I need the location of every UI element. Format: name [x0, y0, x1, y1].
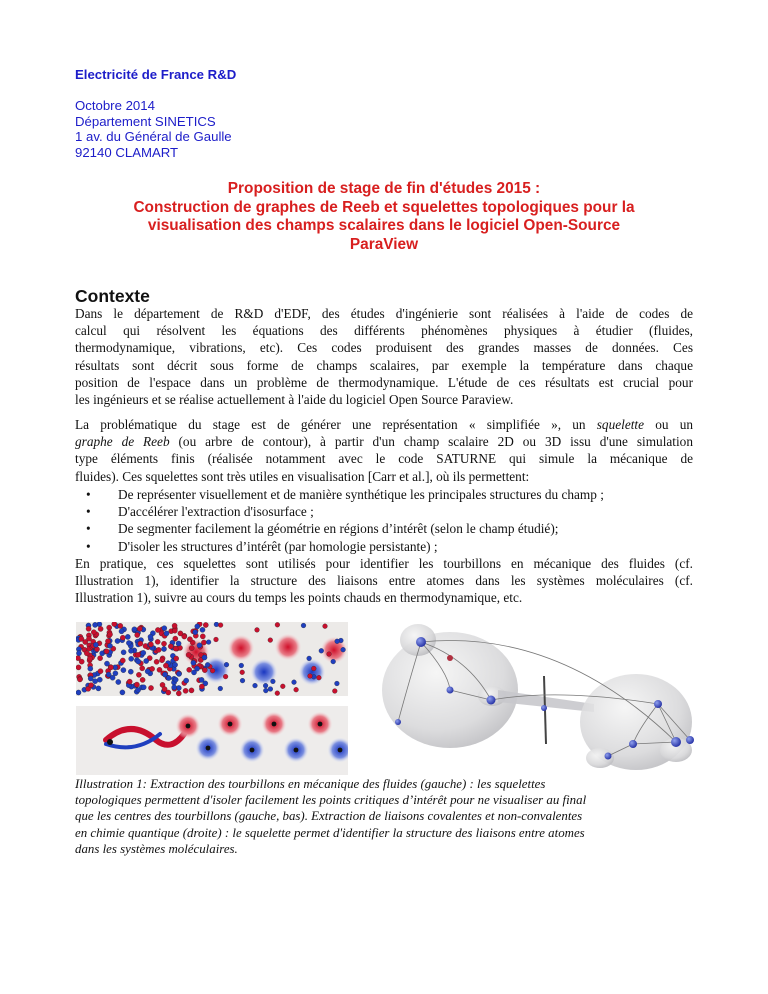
date-line: Octobre 2014 [75, 98, 155, 113]
particle-dot [140, 677, 145, 682]
particle-dot [129, 656, 134, 661]
list-item: • De représenter visuellement et de manière synthétique les principales structures du champ ; [86, 487, 604, 502]
particle-dot [137, 626, 142, 631]
particle-dot [223, 674, 228, 679]
particle-dot [121, 650, 126, 655]
particle-dot [174, 656, 179, 661]
particle-dot [107, 625, 112, 630]
particle-dot [327, 652, 332, 657]
particle-dot [157, 667, 162, 672]
particle-dot [98, 626, 103, 631]
particle-dot [107, 643, 112, 648]
particle-dot [183, 688, 188, 693]
particle-dot [134, 682, 139, 687]
particle-dot [317, 675, 322, 680]
particle-dot [76, 690, 81, 695]
particle-dot [148, 685, 153, 690]
particle-dot [341, 647, 346, 652]
vortex-panel-bottom [76, 706, 348, 775]
bullet-icon: • [86, 487, 91, 502]
critical-point-node [447, 655, 453, 661]
particle-dot [332, 689, 337, 694]
vortex-center-point [294, 748, 299, 753]
particle-dot [120, 658, 125, 663]
particle-dot [164, 631, 169, 636]
particle-dot [136, 659, 141, 664]
critical-point-node [487, 696, 496, 705]
particle-dot [275, 691, 280, 696]
text-line: graphe de Reeb (ou arbre de contour), à partir d'un champ scalaire 2D ou 3D issu d'une simulation [75, 434, 693, 450]
particle-dot [121, 668, 126, 673]
particle-dot [91, 630, 96, 635]
particle-dot [104, 649, 109, 654]
particle-dot [76, 656, 81, 661]
particle-dot [202, 655, 207, 660]
particle-dot [186, 652, 191, 657]
text-line: fluides). Ces squelettes sont très utiles en visualisation [Carr et al.], où ils permettent: [75, 468, 530, 484]
particle-dot [115, 638, 120, 643]
text-line: les ingénieurs et se réalise actuellement à l'aide du logiciel Open Source Paraview. [75, 391, 514, 407]
isosurface-left [382, 624, 518, 748]
critical-point-node [416, 637, 426, 647]
particle-dot [148, 634, 153, 639]
bullet-icon: • [86, 538, 91, 554]
particle-dot [173, 662, 178, 667]
particle-dot [311, 666, 316, 671]
particle-dot [280, 684, 285, 689]
vortex-panel-top [76, 622, 348, 696]
vortex-field-figure [76, 622, 348, 775]
caption-line: Illustration 1: Extraction des tourbillons en mécanique des fluides (gauche) : les squelettes [75, 777, 546, 791]
particle-dot [240, 678, 245, 683]
text-line: En pratique, ces squelettes sont utilisés pour identifier les tourbillons en mécanique des fluides (cf. [75, 556, 693, 571]
particle-dot [187, 637, 192, 642]
vortex-center-point [318, 722, 323, 727]
particle-dot [144, 658, 149, 663]
particle-dot [98, 656, 103, 661]
text-line: type éléments finis (réalisée notamment avec le code SATURNE qui simule la mécanique de [75, 451, 693, 467]
critical-point-node [629, 740, 637, 748]
critical-point-node [605, 753, 612, 760]
particle-dot [136, 672, 141, 677]
title-line: visualisation des champs scalaires dans le logiciel Open-Source [147, 217, 621, 235]
particle-dot [119, 629, 124, 634]
particle-dot [76, 665, 81, 670]
particle-dot [112, 622, 117, 627]
text-line: Illustration 1), identifier la structure des liaisons entre atomes dans les systèmes moléculaires (cf. [75, 573, 693, 589]
text-line: thermodynamique, vibrations, etc). Ces codes produisent des grandes masses de données. Ces [75, 340, 693, 356]
department-line: Département SINETICS [75, 113, 216, 129]
particle-dot [319, 648, 324, 653]
particle-dot [176, 641, 181, 646]
text-line: Dans le département de R&D d'EDF, des études d'ingénierie sont réalisées à l'aide de codes de [75, 306, 693, 321]
particle-dot [307, 656, 312, 661]
vortex-center-point [228, 722, 233, 727]
section-heading: Contexte [75, 286, 150, 306]
paragraph-problem [75, 416, 693, 485]
vortex-blob [298, 658, 326, 686]
text-line: calcul qui résolvent les équations des différents phénomènes physiques à étudier (fluides, [75, 323, 693, 339]
particle-dot [200, 634, 205, 639]
particle-dot [224, 662, 229, 667]
term-reeb: graphe de Reeb [75, 434, 170, 450]
particle-dot [88, 683, 93, 688]
particle-dot [240, 670, 245, 675]
particle-dot [132, 627, 137, 632]
address-block [75, 98, 232, 160]
particle-dot [253, 683, 258, 688]
particle-dot [148, 642, 153, 647]
particle-dot [135, 632, 140, 637]
list-item: • D'accélérer l'extraction d'isosurface ; [86, 504, 314, 520]
particle-dot [173, 636, 178, 641]
text-line: Illustration 1), suivre au cours du temps les points chauds en thermodynamique, etc. [75, 590, 523, 606]
vortex-center-point [206, 746, 211, 751]
particle-dot [125, 634, 130, 639]
particle-dot [173, 646, 178, 651]
particle-dot [176, 671, 181, 676]
particle-dot [210, 668, 215, 673]
list-item: • D'isoler les structures d’intérêt (par homologie persistante) ; [86, 538, 438, 554]
particle-dot [145, 669, 150, 674]
critical-point-node [541, 705, 547, 711]
particle-dot [214, 622, 219, 627]
particle-dot [79, 636, 84, 641]
bullet-icon: • [86, 504, 91, 520]
particle-dot [263, 683, 268, 688]
paragraph-context [75, 305, 693, 408]
particle-dot [271, 679, 276, 684]
particle-dot [239, 663, 244, 668]
vortex-center-point [107, 739, 113, 745]
particle-dot [335, 639, 340, 644]
particle-dot [136, 687, 141, 692]
particle-dot [162, 672, 167, 677]
caption-line: que les centres des tourbillons (gauche, bas). Extraction de liaisons covalentes et non-convalentes [75, 809, 583, 824]
particle-dot [275, 622, 280, 627]
particle-dot [107, 632, 112, 637]
particle-dot [155, 627, 160, 632]
document-title [60, 180, 708, 254]
particle-dot [162, 687, 167, 692]
particle-dot [172, 685, 177, 690]
particle-dot [331, 659, 336, 664]
particle-dot [120, 690, 125, 695]
vortex-center-point [272, 722, 277, 727]
particle-dot [197, 643, 202, 648]
particle-dot [191, 660, 196, 665]
particle-dot [161, 641, 166, 646]
particle-dot [205, 662, 210, 667]
particle-dot [136, 652, 141, 657]
particle-dot [184, 678, 189, 683]
particle-dot [127, 679, 132, 684]
particle-dot [76, 651, 81, 656]
text-line: position de l'espace dans un problème de thermodynamique. L'étude de ces résultats est crucial pour [75, 374, 693, 390]
particle-dot [93, 622, 98, 627]
organization-name: Electricité de France R&D [75, 67, 237, 82]
text-line: La problématique du stage est de générer une représentation « simplifiée », un squelette ou un [75, 417, 693, 432]
particle-dot [84, 651, 89, 656]
particle-dot [118, 623, 123, 628]
molecular-skeleton-figure [358, 618, 700, 780]
particle-dot [88, 666, 93, 671]
particle-dot [308, 674, 313, 679]
particle-dot [141, 685, 146, 690]
particle-dot [120, 635, 125, 640]
particle-dot [176, 691, 181, 696]
title-line: Proposition de stage de fin d'études 2015 : [227, 180, 541, 197]
particle-dot [140, 666, 145, 671]
particle-dot [200, 627, 205, 632]
particle-dot [294, 687, 299, 692]
particle-dot [163, 663, 168, 668]
bullet-list [86, 486, 604, 555]
particle-dot [162, 626, 167, 631]
particle-dot [268, 687, 273, 692]
particle-dot [301, 623, 306, 628]
particle-dot [106, 672, 111, 677]
isosurface-right [580, 674, 692, 770]
list-item: • De segmenter facilement la géométrie en régions d’intérêt (selon le champ étudié); [86, 521, 559, 537]
particle-dot [104, 661, 109, 666]
critical-point-node [686, 736, 694, 744]
critical-point-node [395, 719, 401, 725]
particle-dot [178, 631, 183, 636]
particle-dot [116, 679, 121, 684]
particle-dot [88, 676, 93, 681]
particle-dot [126, 640, 131, 645]
particle-dot [189, 646, 194, 651]
particle-dot [113, 671, 118, 676]
particle-dot [173, 677, 178, 682]
particle-dot [98, 669, 103, 674]
caption-line: topologiques permettent d'isoler facilement les points critiques d’intérêt pour ne visualiser au final [75, 793, 587, 808]
particle-dot [218, 686, 223, 691]
particle-dot [199, 677, 204, 682]
particle-dot [155, 639, 160, 644]
particle-dot [172, 628, 177, 633]
figure-caption [75, 776, 695, 857]
paragraph-practice [75, 555, 693, 607]
particle-dot [195, 666, 200, 671]
text-line: résultats sont décrit sous forme de champs scalaires, par exemple la température dans chaque [75, 357, 693, 373]
term-squelette: squelette [596, 417, 645, 432]
particle-dot [77, 677, 82, 682]
title-line: Construction de graphes de Reeb et squelettes topologiques pour la [133, 198, 635, 216]
vortex-center-point [250, 748, 255, 753]
particle-dot [154, 659, 159, 664]
particle-dot [105, 639, 110, 644]
particle-dot [189, 688, 194, 693]
particle-dot [323, 624, 328, 629]
city-line: 92140 CLAMART [75, 144, 179, 160]
particle-dot [128, 648, 133, 653]
particle-dot [159, 658, 164, 663]
title-line: ParaView [349, 235, 419, 253]
particle-dot [203, 622, 208, 627]
particle-dot [335, 681, 340, 686]
particle-dot [187, 667, 192, 672]
particle-dot [292, 680, 297, 685]
particle-dot [156, 647, 161, 652]
critical-point-node [654, 700, 662, 708]
particle-dot [255, 628, 260, 633]
particle-dot [263, 688, 268, 693]
particle-dot [172, 623, 177, 628]
critical-point-node [671, 737, 681, 747]
particle-dot [96, 686, 101, 691]
particle-dot [214, 637, 219, 642]
particle-dot [128, 669, 133, 674]
particle-dot [268, 638, 273, 643]
particle-dot [199, 684, 204, 689]
particle-dot [206, 640, 211, 645]
particle-dot [218, 623, 223, 628]
caption-line: dans les systèmes moléculaires. [75, 841, 238, 856]
bullet-icon: • [86, 521, 91, 537]
particle-dot [87, 656, 92, 661]
particle-dot [195, 624, 200, 629]
vortex-blob [274, 633, 302, 661]
street-line: 1 av. du Général de Gaulle [75, 129, 232, 145]
particle-dot [161, 646, 166, 651]
caption-line: en chimie quantique (droite) : le squelette permet d'identifier la structure des liaisons entre atomes [75, 825, 585, 840]
particle-dot [168, 644, 173, 649]
particle-dot [193, 630, 198, 635]
critical-point-node [447, 687, 454, 694]
particle-dot [108, 665, 113, 670]
particle-dot [201, 640, 206, 645]
vortex-center-point [338, 748, 343, 753]
particle-dot [138, 641, 143, 646]
particle-dot [97, 677, 102, 682]
particle-dot [93, 642, 98, 647]
vortex-blob [227, 634, 255, 662]
particle-dot [141, 650, 146, 655]
particle-dot [86, 626, 91, 631]
vortex-center-point [186, 724, 191, 729]
